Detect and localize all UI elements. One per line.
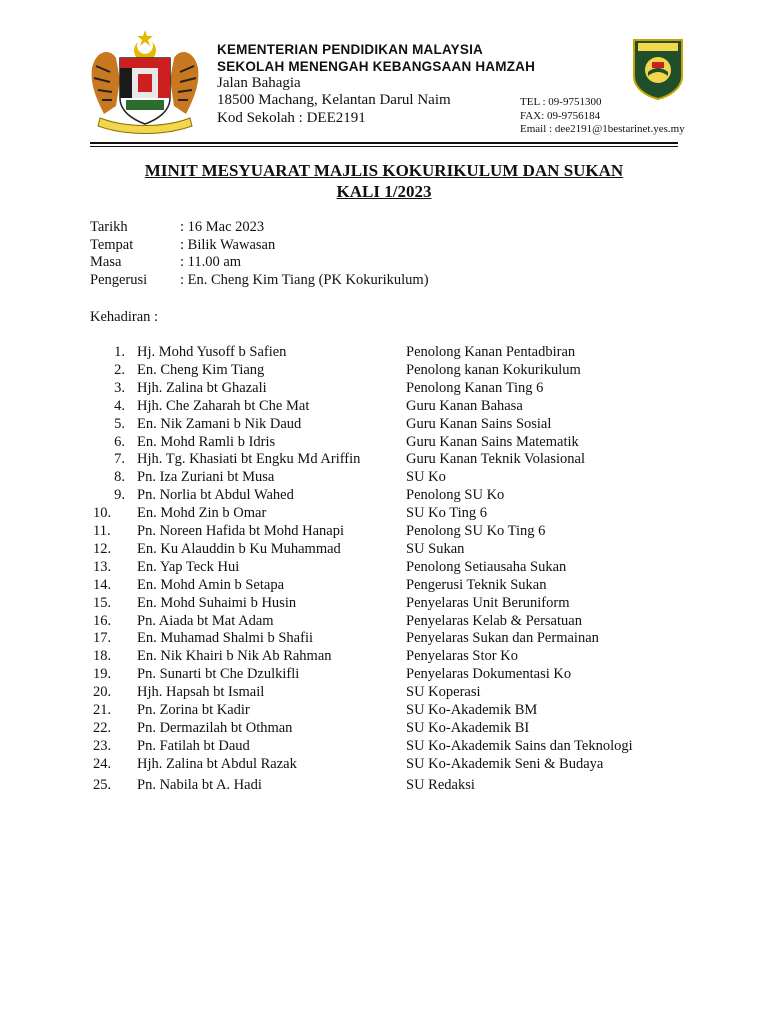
attendee-name: Hjh. Hapsah bt Ismail xyxy=(137,684,265,701)
document-title: MINIT MESYUARAT MAJLIS KOKURIKULUM DAN SUKAN xyxy=(144,161,624,180)
attendee-name: Pn. Sunarti bt Che Dzulkifli xyxy=(137,666,300,683)
attendee-role: Guru Kanan Teknik Volasional xyxy=(406,451,586,468)
attendee-role: Penyelaras Sukan dan Permainan xyxy=(406,630,599,647)
attendee-role: Guru Kanan Sains Sosial xyxy=(406,415,552,432)
meta-value: : 11.00 am xyxy=(180,254,242,270)
attendee-name: Hjh. Tg. Khasiati bt Engku Md Ariffin xyxy=(137,451,361,468)
attendee-name: En. Mohd Amin b Setapa xyxy=(137,576,285,593)
address-city: 18500 Machang, Kelantan Darul Naim xyxy=(217,92,451,108)
attendee-name: En. Muhamad Shalmi b Shafii xyxy=(137,630,313,647)
attendee-name: Hjh. Zalina bt Ghazali xyxy=(137,379,267,396)
list-item xyxy=(0,630,768,648)
attendee-name: Hjh. Che Zaharah bt Che Mat xyxy=(137,397,310,414)
attendee-role: Penolong Kanan Ting 6 xyxy=(406,379,544,396)
attendee-name: En. Mohd Zin b Omar xyxy=(137,505,267,522)
list-item-number: 17. xyxy=(93,630,112,647)
school-name: SEKOLAH MENENGAH KEBANGSAAN HAMZAH xyxy=(217,59,536,74)
coat-of-arms-logo xyxy=(86,28,204,134)
attendee-role: Penyelaras Kelab & Persatuan xyxy=(406,612,582,629)
list-item xyxy=(0,777,768,795)
email: Email : dee2191@1bestarinet.yes.my xyxy=(520,123,685,135)
list-item-number: 25. xyxy=(93,776,112,793)
attendee-role: Penolong kanan Kokurikulum xyxy=(406,361,581,378)
attendee-name: Pn. Fatilah bt Daud xyxy=(137,737,250,754)
list-item xyxy=(0,559,768,577)
list-item-number: 15. xyxy=(93,594,112,611)
list-item-number: 23. xyxy=(93,737,112,754)
attendee-name: Pn. Iza Zuriani bt Musa xyxy=(137,469,275,486)
attendee-name: Hjh. Zalina bt Abdul Razak xyxy=(137,755,297,772)
list-item-number: 6. xyxy=(114,433,125,450)
attendee-role: Penyelaras Dokumentasi Ko xyxy=(406,666,572,683)
attendee-role: Penyelaras Unit Beruniform xyxy=(406,594,570,611)
meta-label: Pengerusi xyxy=(90,272,148,288)
list-item-number: 19. xyxy=(93,666,112,683)
attendee-role: SU Ko Ting 6 xyxy=(406,505,487,522)
list-item-number: 8. xyxy=(114,469,125,486)
attendee-role: Penolong Setiausaha Sukan xyxy=(406,558,567,575)
attendee-name: Pn. Nabila bt A. Hadi xyxy=(137,776,262,793)
list-item xyxy=(0,362,768,380)
list-item xyxy=(0,702,768,720)
list-item-number: 2. xyxy=(114,361,125,378)
attendee-name: En. Nik Zamani b Nik Daud xyxy=(137,415,302,432)
list-item xyxy=(0,541,768,559)
address-street: Jalan Bahagia xyxy=(217,75,301,91)
meta-value: : Bilik Wawasan xyxy=(180,236,276,253)
document-subtitle: KALI 1/2023 xyxy=(336,182,432,201)
meta-label: Tarikh xyxy=(90,219,128,235)
attendee-role: SU Ko-Akademik BM xyxy=(406,702,538,718)
attendee-role: SU Ko-Akademik Sains dan Teknologi xyxy=(406,737,633,754)
attendee-name: Pn. Norlia bt Abdul Wahed xyxy=(137,487,294,504)
attendee-role: SU Ko-Akademik Seni & Budaya xyxy=(406,755,604,772)
list-item-number: 20. xyxy=(93,684,112,701)
attendee-name: En. Mohd Ramli b Idris xyxy=(137,433,276,450)
list-item-number: 1. xyxy=(114,344,125,360)
attendance-heading: Kehadiran : xyxy=(90,309,159,325)
attendee-name: Pn. Zorina bt Kadir xyxy=(137,702,250,718)
attendee-role: SU Koperasi xyxy=(406,684,481,701)
attendee-role: Pengerusi Teknik Sukan xyxy=(406,576,547,593)
list-item-number: 18. xyxy=(93,648,112,665)
list-item xyxy=(0,720,768,738)
attendee-role: SU Redaksi xyxy=(406,776,475,793)
school-code: Kod Sekolah : DEE2191 xyxy=(217,110,366,126)
attendee-name: Pn. Dermazilah bt Othman xyxy=(137,719,293,736)
list-item xyxy=(0,738,768,756)
attendee-name: En. Mohd Suhaimi b Husin xyxy=(137,594,297,611)
school-badge-logo xyxy=(632,38,684,100)
list-item-number: 10. xyxy=(93,505,112,522)
meta-label: Tempat xyxy=(90,236,134,253)
fax: FAX: 09-9756184 xyxy=(520,110,601,122)
meta-value: : En. Cheng Kim Tiang (PK Kokurikulum) xyxy=(180,272,429,288)
list-item-number: 13. xyxy=(93,558,112,575)
list-item-number: 7. xyxy=(114,451,125,468)
list-item xyxy=(0,613,768,631)
list-item-number: 14. xyxy=(93,576,112,593)
list-item xyxy=(0,666,768,684)
list-item-number: 9. xyxy=(114,487,125,504)
list-item-number: 3. xyxy=(114,379,125,396)
attendee-role: Guru Kanan Sains Matematik xyxy=(406,433,579,450)
header-divider xyxy=(90,142,678,144)
attendee-role: SU Ko xyxy=(406,469,446,486)
attendee-role: Guru Kanan Bahasa xyxy=(406,397,523,414)
attendee-role: Penolong SU Ko xyxy=(406,487,505,504)
list-item xyxy=(0,505,768,523)
attendee-role: Penolong SU Ko Ting 6 xyxy=(406,523,546,539)
list-item-number: 12. xyxy=(93,540,112,557)
attendee-role: SU Sukan xyxy=(406,540,465,557)
list-item-number: 22. xyxy=(93,719,112,736)
attendee-name: En. Ku Alauddin b Ku Muhammad xyxy=(137,540,341,557)
list-item-number: 24. xyxy=(93,755,112,772)
meta-row-time xyxy=(0,254,768,272)
list-item xyxy=(0,756,768,774)
list-item-number: 5. xyxy=(114,415,125,432)
list-item xyxy=(0,380,768,398)
list-item xyxy=(0,487,768,505)
list-item xyxy=(0,523,768,541)
list-item xyxy=(0,648,768,666)
attendee-role: SU Ko-Akademik BI xyxy=(406,719,530,736)
list-item-number: 4. xyxy=(114,397,125,414)
list-item xyxy=(0,434,768,452)
attendee-name: Pn. Aiada bt Mat Adam xyxy=(137,612,274,629)
telephone: TEL : 09-9751300 xyxy=(520,96,602,108)
meta-row-place xyxy=(0,237,768,255)
list-item xyxy=(0,451,768,469)
header-divider-thin xyxy=(90,146,678,147)
attendee-name: Pn. Noreen Hafida bt Mohd Hanapi xyxy=(137,523,344,539)
list-item-number: 21. xyxy=(93,702,112,718)
list-item xyxy=(0,577,768,595)
meta-label: Masa xyxy=(90,254,122,270)
list-item xyxy=(0,398,768,416)
attendee-name: Hj. Mohd Yusoff b Safien xyxy=(137,344,287,360)
meta-row-date xyxy=(0,219,768,237)
attendee-role: Penolong Kanan Pentadbiran xyxy=(406,344,576,360)
attendee-name: En. Yap Teck Hui xyxy=(137,558,240,575)
list-item xyxy=(0,469,768,487)
list-item xyxy=(0,595,768,613)
list-item xyxy=(0,344,768,362)
attendee-role: Penyelaras Stor Ko xyxy=(406,648,518,665)
list-item-number: 11. xyxy=(93,523,111,539)
ministry-name: KEMENTERIAN PENDIDIKAN MALAYSIA xyxy=(217,42,483,57)
meta-row-chair xyxy=(0,272,768,290)
attendee-name: En. Cheng Kim Tiang xyxy=(137,361,265,378)
meta-value: : 16 Mac 2023 xyxy=(180,219,265,235)
list-item xyxy=(0,684,768,702)
attendee-name: En. Nik Khairi b Nik Ab Rahman xyxy=(137,648,332,665)
list-item-number: 16. xyxy=(93,612,112,629)
list-item xyxy=(0,416,768,434)
